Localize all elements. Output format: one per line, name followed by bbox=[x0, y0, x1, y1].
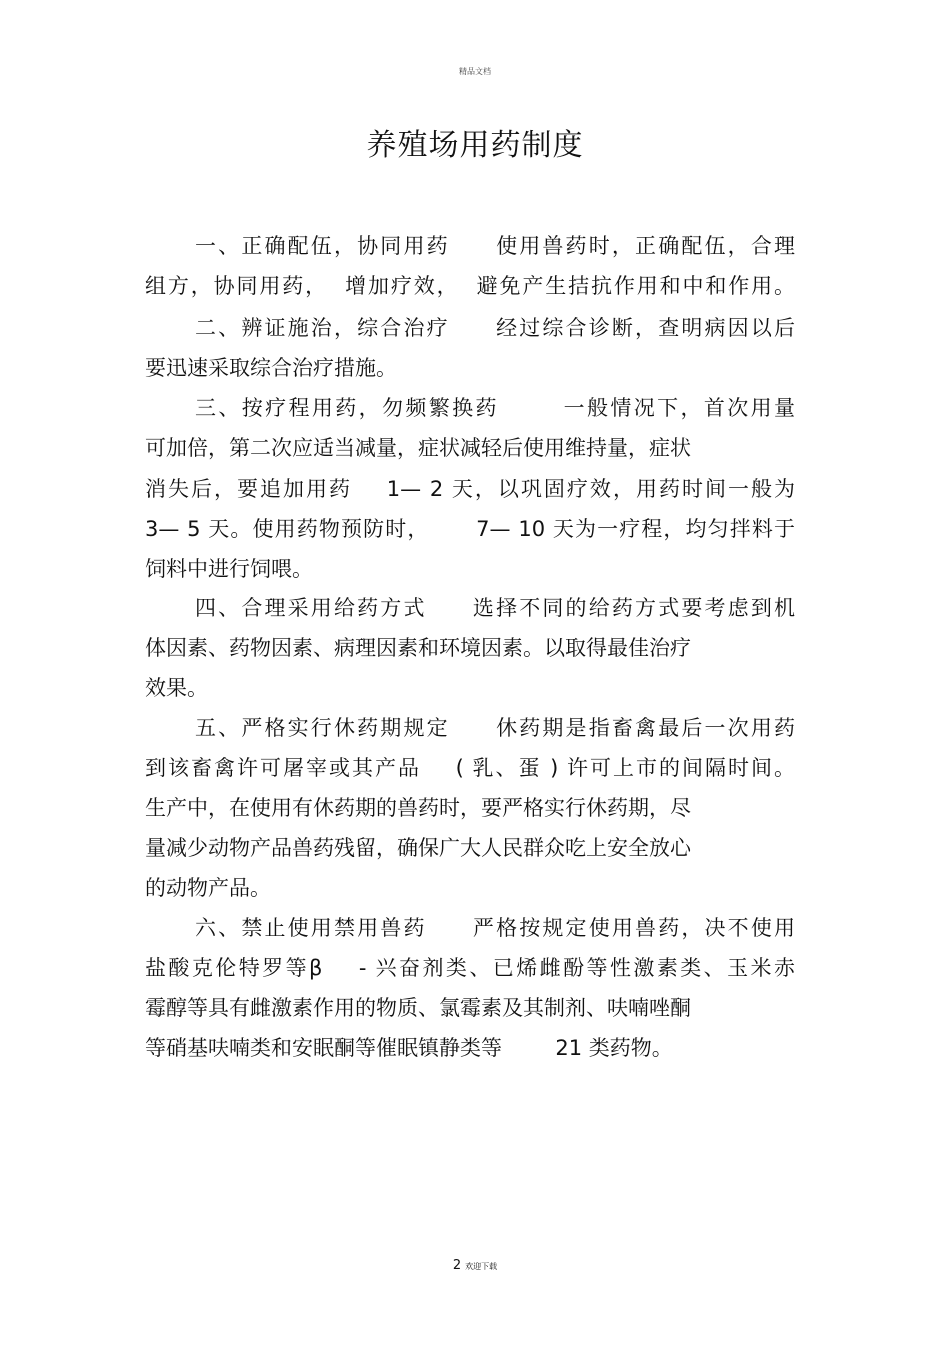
paragraph-6-line-2: 盐酸克伦特罗等β - 兴奋剂类、已烯雌酚等性激素类、玉米赤 bbox=[145, 956, 795, 980]
paragraph-3-line-1: 三、按疗程用药，勿频繁换药 一般情况下，首次用量 bbox=[195, 396, 795, 420]
paragraph-5-line-2: 到该畜禽许可屠宰或其产品 ( 乳、蛋 ) 许可上市的间隔时间。 bbox=[145, 756, 795, 780]
page-number: 2 bbox=[452, 1258, 462, 1273]
page-title: 养殖场用药制度 bbox=[366, 128, 584, 163]
paragraph-6-line-3: 霉醇等具有雌激素作用的物质、氯霉素及其制剂、呋喃唑酮 bbox=[145, 996, 691, 1020]
paragraph-4-line-1: 四、合理采用给药方式 选择不同的给药方式要考虑到机 bbox=[195, 596, 795, 620]
paragraph-3-line-4: 3— 5 天。使用药物预防时， 7— 10 天为一疗程，均匀拌料于 bbox=[145, 517, 795, 541]
paragraph-1-line-1: 一、正确配伍，协同用药 使用兽药时，正确配伍，合理 bbox=[195, 234, 795, 258]
paragraph-4-line-3: 效果。 bbox=[145, 676, 208, 700]
paragraph-6-line-1: 六、禁止使用禁用兽药 严格按规定使用兽药，决不使用 bbox=[195, 916, 795, 940]
footer-note: 欢迎下载 bbox=[465, 1262, 498, 1271]
header-note: 精品文档 bbox=[459, 67, 491, 76]
paragraph-2-line-1: 二、辨证施治，综合治疗 经过综合诊断，查明病因以后 bbox=[195, 316, 795, 340]
paragraph-1-line-2: 组方，协同用药， 增加疗效， 避免产生拮抗作用和中和作用。 bbox=[145, 274, 795, 298]
paragraph-5-line-1: 五、严格实行休药期规定 休药期是指畜禽最后一次用药 bbox=[195, 716, 795, 740]
paragraph-3-line-5: 饲料中进行饲喂。 bbox=[145, 557, 313, 581]
paragraph-5-line-4: 量减少动物产品兽药残留，确保广大人民群众吃上安全放心 bbox=[145, 836, 691, 860]
paragraph-5-line-5: 的动物产品。 bbox=[145, 876, 271, 900]
paragraph-5-line-3: 生产中，在使用有休药期的兽药时，要严格实行休药期，尽 bbox=[145, 796, 691, 820]
page-footer bbox=[0, 1258, 950, 1273]
paragraph-2-line-2: 要迅速采取综合治疗措施。 bbox=[145, 356, 397, 380]
paragraph-4-line-2: 体因素、药物因素、病理因素和环境因素。以取得最佳治疗 bbox=[145, 636, 691, 660]
paragraph-3-line-2: 可加倍，第二次应适当减量，症状减轻后使用维持量，症状 bbox=[145, 436, 691, 460]
paragraph-3-line-3: 消失后，要追加用药 1— 2 天，以巩固疗效，用药时间一般为 bbox=[145, 477, 795, 501]
paragraph-6-line-4: 等硝基呋喃类和安眠酮等催眠镇静类等 21 类药物。 bbox=[145, 1036, 673, 1060]
